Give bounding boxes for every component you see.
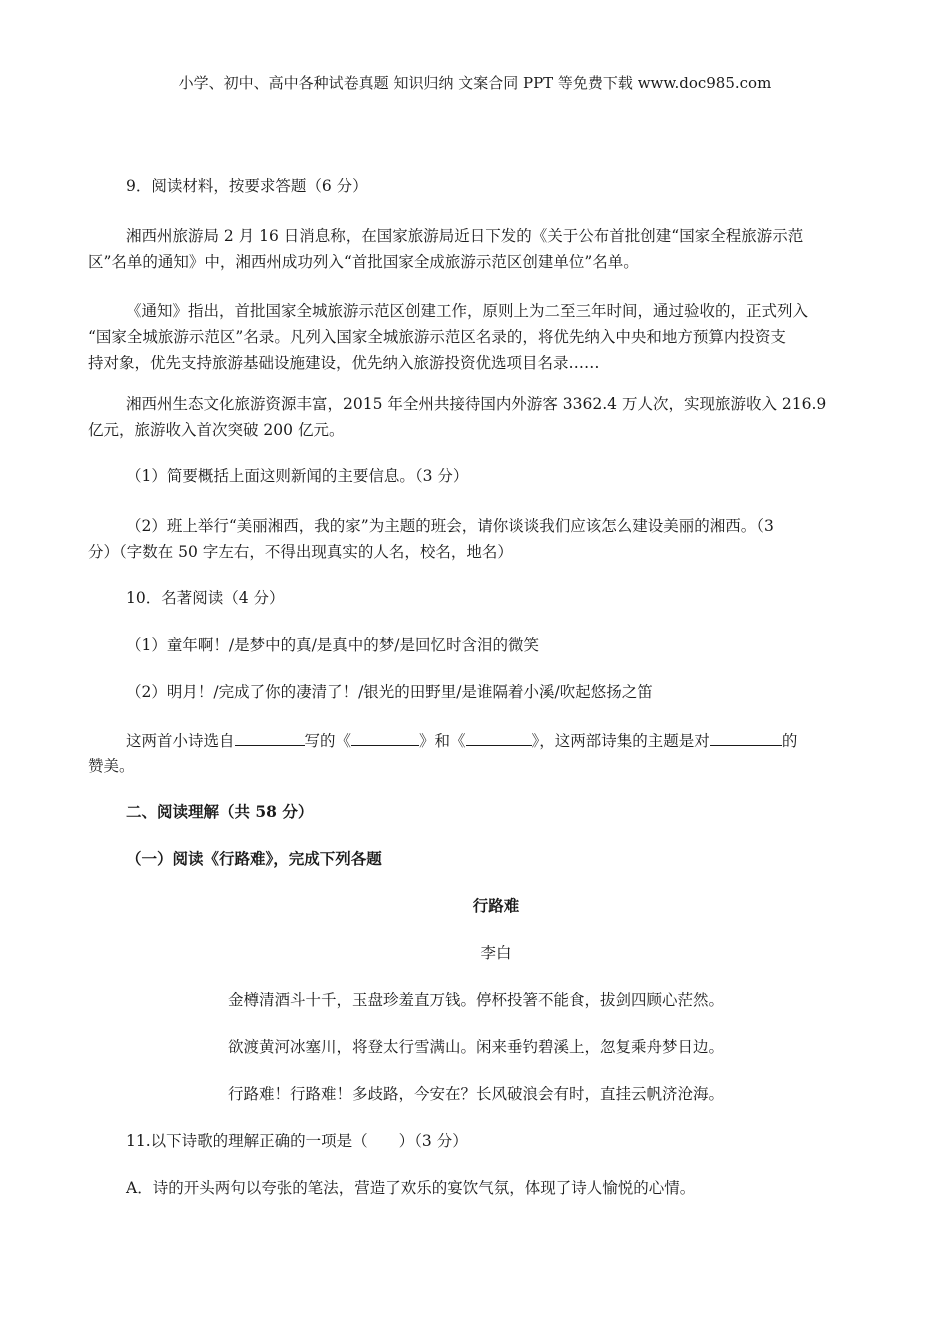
poem-line-1: 金樽清酒斗十千，玉盘珍羞直万钱。停杯投箸不能食，拔剑四顾心茫然。: [228, 991, 725, 1009]
q9-paragraph1-line2: 区”名单的通知》中，湘西州成功列入“首批国家全成旅游示范区创建单位”名单。: [88, 253, 639, 271]
fill-blank-book1[interactable]: [351, 729, 419, 746]
q10-fill-text-d: 》，这两部诗集的主题是对: [531, 732, 710, 750]
q9-paragraph3-line2: 亿元，旅游收入首次突破 200 亿元。: [88, 421, 345, 439]
poem-line-2: 欲渡黄河冰塞川，将登太行雪满山。闲来垂钓碧溪上，忽复乘舟梦日边。: [228, 1038, 725, 1056]
section2-part1-title: （一）阅读《行路难》，完成下列各题: [126, 849, 382, 868]
q10-title: 10．名著阅读（4 分）: [126, 589, 285, 607]
poem-author: 李白: [480, 944, 512, 962]
fill-blank-book2[interactable]: [466, 729, 532, 746]
q11-title: 11.以下诗歌的理解正确的一项是（ ）（3 分）: [126, 1132, 468, 1150]
q10-poem-2: （2）明月！/完成了你的凄清了！/银光的田野里/是谁隔着小溪/吹起悠扬之笛: [126, 683, 653, 701]
q9-paragraph3-line1: 湘西州生态文化旅游资源丰富，2015 年全州共接待国内外游客 3362.4 万人次，实现旅游收入 216.9: [126, 395, 827, 413]
fill-blank-author[interactable]: [235, 729, 305, 746]
q11-option-a: A．诗的开头两句以夸张的笔法，营造了欢乐的宴饮气氛，体现了诗人愉悦的心情。: [126, 1179, 696, 1197]
q9-sub-question-2-line1: （2）班上举行“美丽湘西，我的家”为主题的班会，请你谈谈我们应该怎么建设美丽的湘西。（3: [126, 517, 774, 535]
section2-title: 二、阅读理解（共 58 分）: [126, 802, 314, 821]
fill-blank-theme[interactable]: [710, 729, 782, 746]
q10-poem-1: （1）童年啊！/是梦中的真/是真中的梦/是回忆时含泪的微笑: [126, 636, 540, 654]
q9-paragraph1-line1: 湘西州旅游局 2 月 16 日消息称，在国家旅游局近日下发的《关于公布首批创建“国家全程旅游示范: [126, 227, 804, 245]
poem-line-3: 行路难！行路难！多歧路，今安在？长风破浪会有时，直挂云帆济沧海。: [228, 1085, 725, 1103]
q10-fill-text-a: 这两首小诗选自: [126, 732, 235, 750]
q9-sub-question-1: （1）简要概括上面这则新闻的主要信息。（3 分）: [126, 467, 469, 485]
q10-fill-text-c: 》和《: [419, 732, 466, 750]
poem-title: 行路难: [472, 896, 520, 915]
q10-fill-text-b: 写的《: [304, 732, 352, 750]
q10-fill-text-e: 的: [781, 732, 798, 750]
q9-paragraph2-line2: “国家全城旅游示范区”名录。凡列入国家全城旅游示范区名录的，将优先纳入中央和地方预算内投资支: [88, 328, 786, 346]
q9-paragraph2-line1: 《通知》指出，首批国家全城旅游示范区创建工作，原则上为二至三年时间，通过验收的，正式列入: [126, 302, 809, 320]
q9-title: 9．阅读材料，按要求答题（6 分）: [126, 177, 368, 195]
q10-fill-line2: 赞美。: [88, 757, 135, 775]
q9-paragraph2-line3: 持对象，优先支持旅游基础设施建设，优先纳入旅游投资优选项目名录……: [88, 354, 600, 372]
q10-fill-line1: [126, 729, 797, 752]
q9-sub-question-2-line2: 分）（字数在 50 字左右，不得出现真实的人名，校名，地名）: [88, 543, 513, 561]
page-header: 小学、初中、高中各种试卷真题 知识归纳 文案合同 PPT 等免费下载 www.doc985.com: [178, 74, 772, 92]
